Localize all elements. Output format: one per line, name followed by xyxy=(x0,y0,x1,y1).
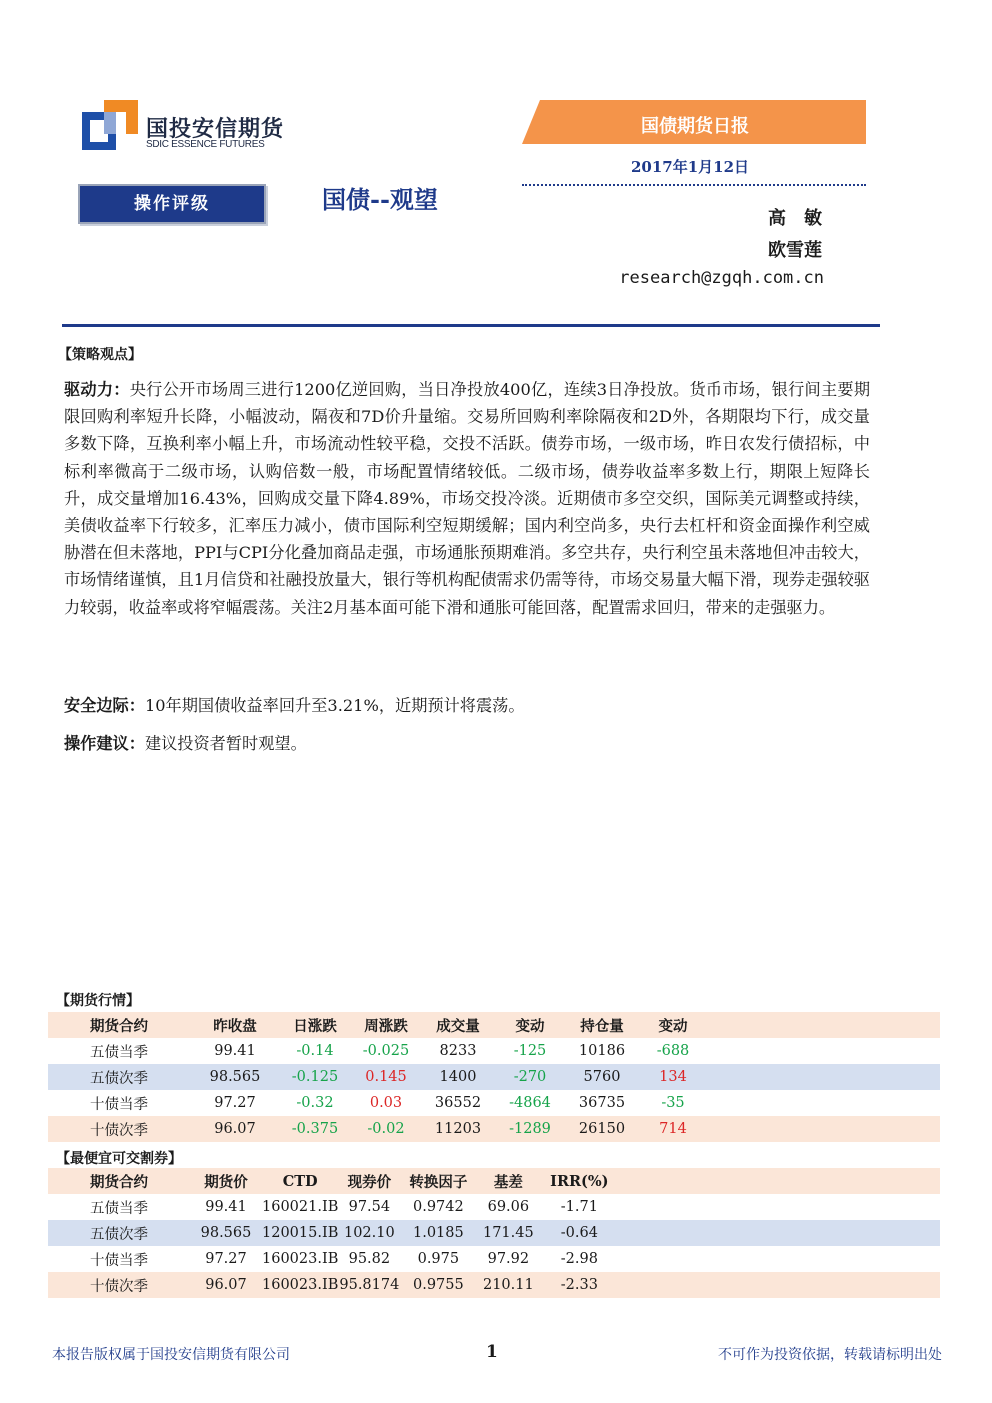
table-cell: 160023.IB xyxy=(262,1277,339,1293)
table-cell: 5760 xyxy=(583,1069,621,1085)
company-logo-icon xyxy=(82,100,138,150)
table-cell: 8233 xyxy=(439,1043,477,1059)
table-cell: 99.41 xyxy=(205,1199,247,1215)
table-cell: 96.07 xyxy=(205,1277,247,1293)
table-cell: 171.45 xyxy=(482,1225,534,1241)
report-type-label: 国债期货日报 xyxy=(641,116,749,137)
table-cell: 160023.IB xyxy=(262,1251,339,1267)
table-cell: 1400 xyxy=(439,1069,477,1085)
header-cell: 成交量 xyxy=(436,1017,480,1035)
table-cell: 10186 xyxy=(578,1043,626,1059)
rating-headline: 国债--观望 xyxy=(322,185,438,214)
table-cell: -4864 xyxy=(509,1095,551,1111)
footer-disclaimer: 不可作为投资依据，转载请标明出处 xyxy=(718,1347,942,1363)
table-cell: 95.82 xyxy=(348,1251,391,1267)
safety-label: 安全边际： xyxy=(64,696,145,715)
table-row xyxy=(48,1116,940,1142)
futures-header-row xyxy=(48,1012,940,1038)
table-cell: 134 xyxy=(659,1069,687,1085)
rating-label: 操作评级 xyxy=(134,194,210,214)
table-row xyxy=(48,1038,940,1064)
header-cell: 期货合约 xyxy=(90,1173,148,1191)
table-cell: 97.27 xyxy=(214,1095,256,1111)
table-cell: -688 xyxy=(656,1043,690,1059)
table-cell: 160021.IB xyxy=(262,1199,339,1215)
header-cell: 基差 xyxy=(493,1173,523,1191)
ctd-header-row xyxy=(48,1168,940,1194)
header-rule xyxy=(62,324,880,327)
table-cell: 11203 xyxy=(434,1121,482,1137)
table-cell: -0.14 xyxy=(296,1043,334,1059)
header-cell: 昨收盘 xyxy=(213,1017,257,1035)
table-row xyxy=(48,1246,940,1272)
ctd-table-title: 【最便宜可交割券】 xyxy=(56,1151,182,1167)
strategy-section-title: 【策略观点】 xyxy=(58,347,142,363)
futures-table xyxy=(48,1012,940,1142)
driver-text: 央行公开市场周三进行1200亿逆回购，当日净投放400亿，连续3日净投放。货币市场，银行间主要期限回购利率短升长降，小幅波动，隔夜和7D价升量缩。交易所回购利率除隔夜和2D外，各期限均下行，成交量多数下降，互换利率小幅上升，市场流动性较平稳，交投不活跃。债券市场，一级市场，昨日农发行债招标，中标利率微高于二级市场，认购倍数一般，市场配置情绪较低。二级市场，债券收益率多数上行，期限上短降长升，成交量增加16.43%，回购成交量下降4.89%，市场交投冷淡。近期债市多空交织，国际美元调整或持续，美债收益率下行较多，汇率压力减小，债市国际利空短期缓解；国内利空尚多，央行去杠杆和资金面操作利空威胁潜在但未落地，PPI与CPI分化叠加商品走强，市场通胀预期难消。多空共存，央行利空虽未落地但冲击较大，市场情绪谨慎，且1月信贷和社融投放量大，银行等机构配债需求仍需等待，市场交易量大幅下滑，现券走强较驱力较弱，收益率或将窄幅震荡。关注2月基本面可能下滑和通胀可能回落，配置需求回归，带来的走强驱力。 xyxy=(64,380,871,617)
logo-cn-text: 国投安信期货 xyxy=(146,117,285,142)
safety-text: 10年期国债收益率回升至3.21%，近期预计将震荡。 xyxy=(144,696,525,715)
advice-text: 建议投资者暂时观望。 xyxy=(144,734,307,753)
header-cell: 周涨跌 xyxy=(364,1017,408,1035)
table-cell: 210.11 xyxy=(482,1277,534,1293)
table-cell: -0.125 xyxy=(291,1069,339,1085)
table-cell: 95.8174 xyxy=(339,1277,400,1293)
table-cell: 98.565 xyxy=(200,1225,252,1241)
dotted-divider xyxy=(522,184,866,186)
table-cell: -0.025 xyxy=(362,1043,410,1059)
rating-box xyxy=(78,184,266,224)
table-cell: 26150 xyxy=(578,1121,626,1137)
advice-paragraph xyxy=(64,730,307,754)
table-cell: 98.565 xyxy=(209,1069,261,1085)
table-cell: 97.27 xyxy=(205,1251,247,1267)
header-cell: 现券价 xyxy=(347,1173,392,1191)
table-cell: 十债次季 xyxy=(90,1278,148,1295)
table-cell: 99.41 xyxy=(214,1043,256,1059)
table-row xyxy=(48,1272,940,1298)
table-cell: 五债当季 xyxy=(90,1200,148,1217)
table-cell: 十债当季 xyxy=(90,1096,148,1113)
table-row xyxy=(48,1194,940,1220)
table-cell: 五债次季 xyxy=(90,1226,148,1243)
table-cell: -1289 xyxy=(509,1121,551,1137)
table-cell: -0.32 xyxy=(296,1095,334,1111)
table-cell: -0.64 xyxy=(560,1225,598,1241)
driver-label: 驱动力： xyxy=(64,380,130,399)
table-cell: 五债次季 xyxy=(90,1070,148,1087)
table-row xyxy=(48,1220,940,1246)
table-row xyxy=(48,1090,940,1116)
header-cell: 期货合约 xyxy=(90,1017,148,1035)
table-cell: 五债当季 xyxy=(90,1044,148,1061)
report-date: 2017年1月12日 xyxy=(630,158,750,176)
logo-en-text: SDIC ESSENCE FUTURES xyxy=(146,139,265,150)
table-cell: 0.975 xyxy=(417,1251,460,1267)
header-cell: IRR(%) xyxy=(550,1172,609,1190)
header-cell: CTD xyxy=(282,1172,318,1190)
driver-paragraph xyxy=(64,376,870,621)
table-cell: -2.33 xyxy=(560,1277,598,1293)
table-cell: 十债当季 xyxy=(90,1252,148,1269)
table-row xyxy=(48,1064,940,1090)
header-cell: 变动 xyxy=(515,1017,545,1035)
table-cell: -1.71 xyxy=(560,1199,598,1215)
table-cell: 97.54 xyxy=(348,1199,391,1215)
table-cell: 36552 xyxy=(434,1095,482,1111)
header-cell: 日涨跌 xyxy=(293,1017,337,1035)
header-cell: 期货价 xyxy=(204,1173,248,1191)
author-2: 欧雪莲 xyxy=(768,240,822,261)
contact-email: research@zgqh.com.cn xyxy=(619,268,824,288)
table-cell: 0.9755 xyxy=(412,1277,464,1293)
table-cell: 120015.IB xyxy=(262,1225,339,1241)
table-cell: -0.375 xyxy=(291,1121,339,1137)
table-cell: -2.98 xyxy=(560,1251,598,1267)
table-cell: 0.9742 xyxy=(412,1199,464,1215)
table-cell: 714 xyxy=(659,1121,687,1137)
header-cell: 转换因子 xyxy=(409,1173,468,1191)
header-cell: 持仓量 xyxy=(580,1017,624,1035)
table-cell: 69.06 xyxy=(487,1199,530,1215)
footer-copyright: 本报告版权属于国投安信期货有限公司 xyxy=(52,1347,290,1363)
table-cell: 十债次季 xyxy=(90,1122,148,1139)
table-cell: 0.145 xyxy=(365,1069,407,1085)
table-cell: 1.0185 xyxy=(412,1225,464,1241)
futures-table-title: 【期货行情】 xyxy=(56,993,140,1009)
safety-paragraph xyxy=(64,692,525,716)
table-cell: -0.02 xyxy=(367,1121,405,1137)
table-cell: -125 xyxy=(513,1043,547,1059)
table-cell: 97.92 xyxy=(487,1251,530,1267)
ctd-table xyxy=(48,1168,940,1298)
advice-label: 操作建议： xyxy=(64,734,145,753)
header-cell: 变动 xyxy=(658,1017,688,1035)
author-1: 高 敏 xyxy=(768,208,822,229)
table-cell: 36735 xyxy=(578,1095,626,1111)
table-cell: 102.10 xyxy=(343,1225,395,1241)
table-cell: -270 xyxy=(513,1069,547,1085)
page-number: 1 xyxy=(486,1342,498,1362)
table-cell: 96.07 xyxy=(214,1121,256,1137)
table-cell: 0.03 xyxy=(369,1095,403,1111)
table-cell: -35 xyxy=(661,1095,685,1111)
